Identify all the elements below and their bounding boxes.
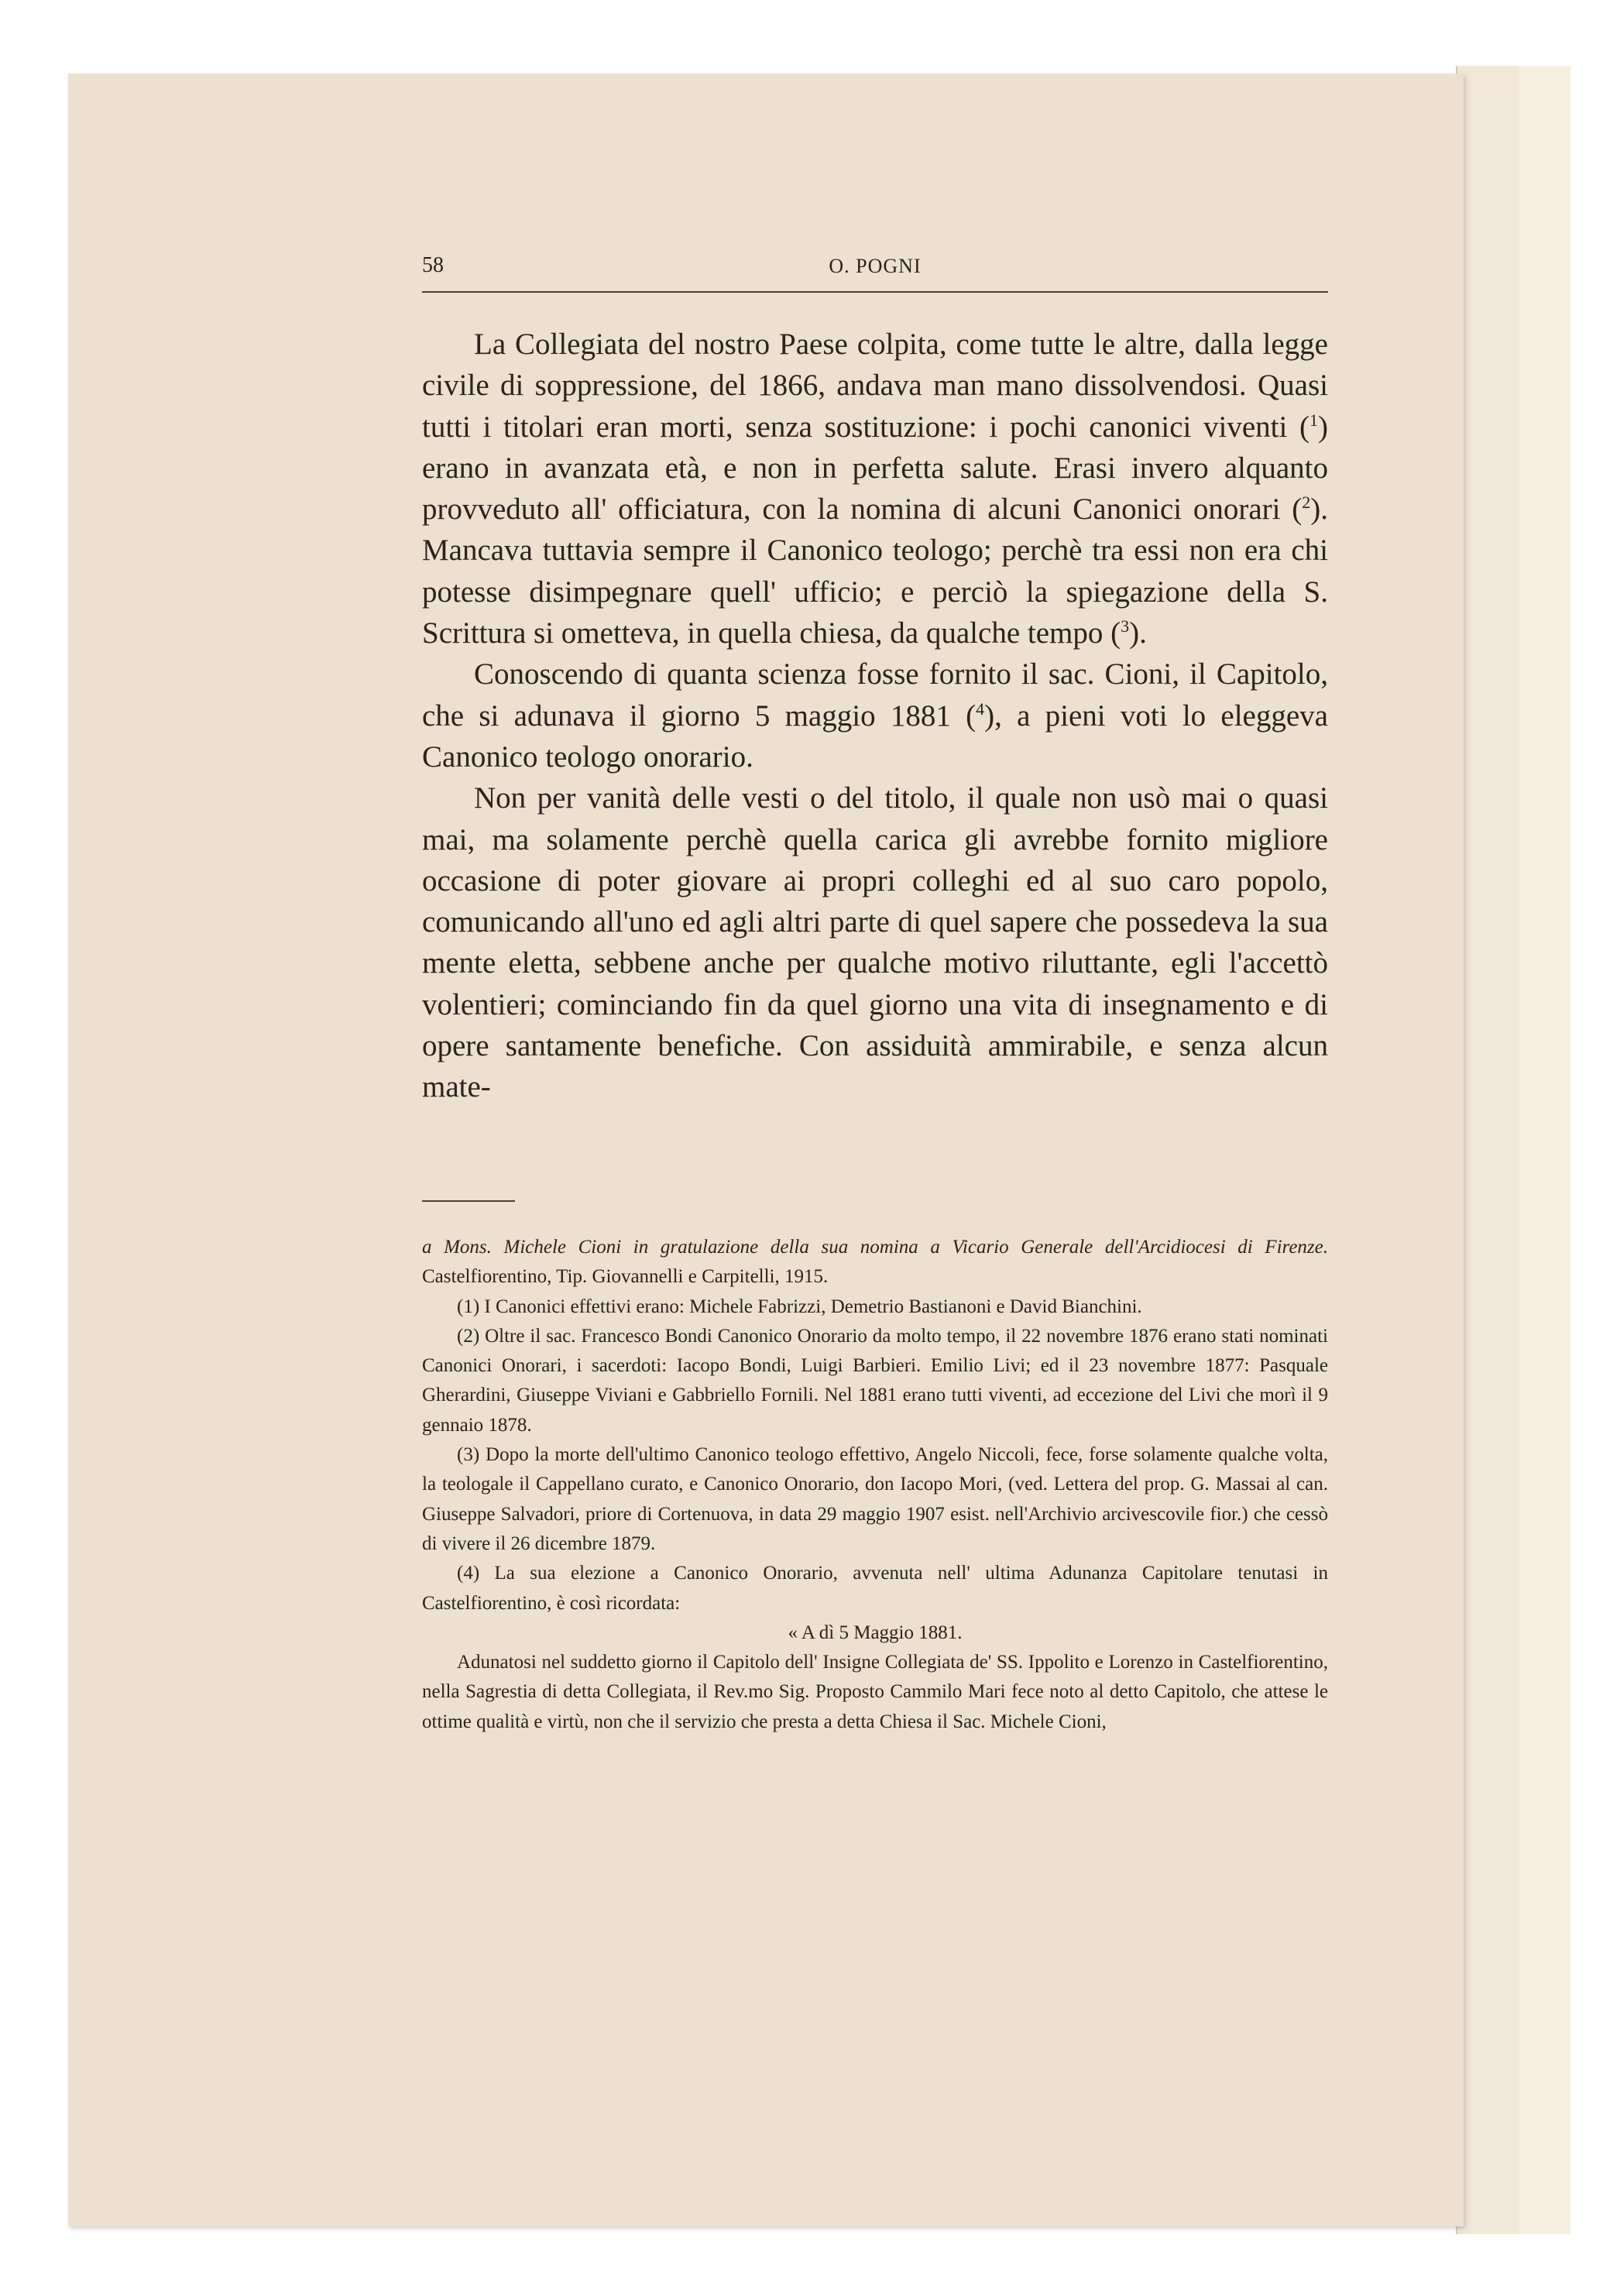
footnote-4: (4) La sua elezione a Canonico Onorario, avvenuta nell' ultima Adunanza Capitolare tenutasi in Castelfiorentino, è così ricordata:	[422, 1563, 1328, 1614]
page-edge-inner	[1456, 66, 1519, 2234]
footnotes	[422, 1233, 1328, 1737]
paragraph-1: La Collegiata del nostro Paese colpita, come tutte le altre, dalla legge civile di soppressione, del 1866, andava man mano dissolvendosi. Quasi tutti i titolari eran morti, senza sostituzione: i pochi canonici viventi ($^1$) erano in avanzata età, e non in perfetta salute. Erasi invero alquanto provveduto all' officiatura, con la nomina di alcuni Canonici onorari ($^2$). Mancava tuttavia sempre il Canonico teologo; perchè tra essi non era chi potesse disimpegnare quell' ufficio; e perciò la spiegazione della S. Scrittura si ometteva, in quella chiesa, da qualche tempo ($^3$).	[422, 328, 1328, 650]
body-text	[422, 324, 1328, 1108]
running-head	[422, 253, 1328, 292]
footnote-ref-1: 1	[1310, 410, 1318, 430]
paragraph-2: Conoscendo di quanta scienza fosse fornito il sac. Cioni, il Capitolo, che si adunava il giorno 5 maggio 1881 ($^4$), a pieni voti lo eleggeva Canonico teologo onorario.	[422, 657, 1328, 774]
running-title: O. POGNI	[829, 255, 922, 277]
footnote-continuation: a Mons. Michele Cioni in gratulazione della sua nomina a Vicario Generale dell'Arcidiocesi di Firenze. Castelfiorentino, Tip. Giovannelli e Carpitelli, 1915.	[422, 1237, 1328, 1288]
page-number: 58	[422, 253, 444, 277]
footnote-rule	[422, 1200, 515, 1202]
footnote-ref-4: 4	[976, 698, 985, 719]
footnote-2: (2) Oltre il sac. Francesco Bondi Canonico Onorario da molto tempo, il 22 novembre 1876 erano stati nominati Canonici Onorari, i sacerdoti: Iacopo Bondi, Luigi Barbieri. Emilio Livi; ed il 23 novembre 1877: Pasquale Gherardini, Giuseppe Viviani e Gabbriello Fornili. Nel 1881 erano tutti viventi, ad eccezione del Livi che morì il 9 gennaio 1878.	[422, 1325, 1328, 1436]
footnote-3: (3) Dopo la morte dell'ultimo Canonico teologo effettivo, Angelo Niccoli, fece, forse solamente qualche volta, la teologale il Cappellano curato, e Canonico Onorario, don Iacopo Mori, (ved. Lettera del prop. G. Massai al can. Giuseppe Salvadori, priore di Cortenuova, in data 29 maggio 1907 esist. nell'Archivio arcivescovile fior.) che cessò di vivere il 26 dicembre 1879.	[422, 1444, 1328, 1554]
header-rule	[422, 291, 1328, 293]
paragraph-3: Non per vanità delle vesti o del titolo, il quale non usò mai o quasi mai, ma solamente perchè quella carica gli avrebbe fornito migliore occasione di poter giovare ai propri colleghi ed al suo caro popolo, comunicando all'uno ed agli altri parte di quel sapere che possedeva la sua mente eletta, sebbene anche per qualche motivo riluttante, egli l'accettò volentieri; cominciando fin da quel giorno una vita di insegnamento e di opere santamente benefiche. Con assiduità ammirabile, e senza alcun mate-	[422, 781, 1328, 1104]
page-edge-outer	[1514, 66, 1570, 2234]
footnote-ref-3: 3	[1121, 616, 1130, 637]
footnote-1: (1) I Canonici effettivi erano: Michele Fabrizzi, Demetrio Bastianoni e David Bianchini.	[457, 1296, 1142, 1317]
quote-heading: « A dì 5 Maggio 1881.	[788, 1622, 963, 1643]
footnote-ref-2: 2	[1302, 492, 1311, 513]
quote-body: Adunatosi nel suddetto giorno il Capitolo dell' Insigne Collegiata de' SS. Ippolito e Lorenzo in Castelfiorentino, nella Sagrestia di detta Collegiata, il Rev.mo Sig. Proposto Cammilo Mari fece noto al detto Capitolo, che attese le ottime qualità e virtù, non che il servizio che presta a detta Chiesa il Sac. Michele Cioni,	[422, 1652, 1328, 1732]
